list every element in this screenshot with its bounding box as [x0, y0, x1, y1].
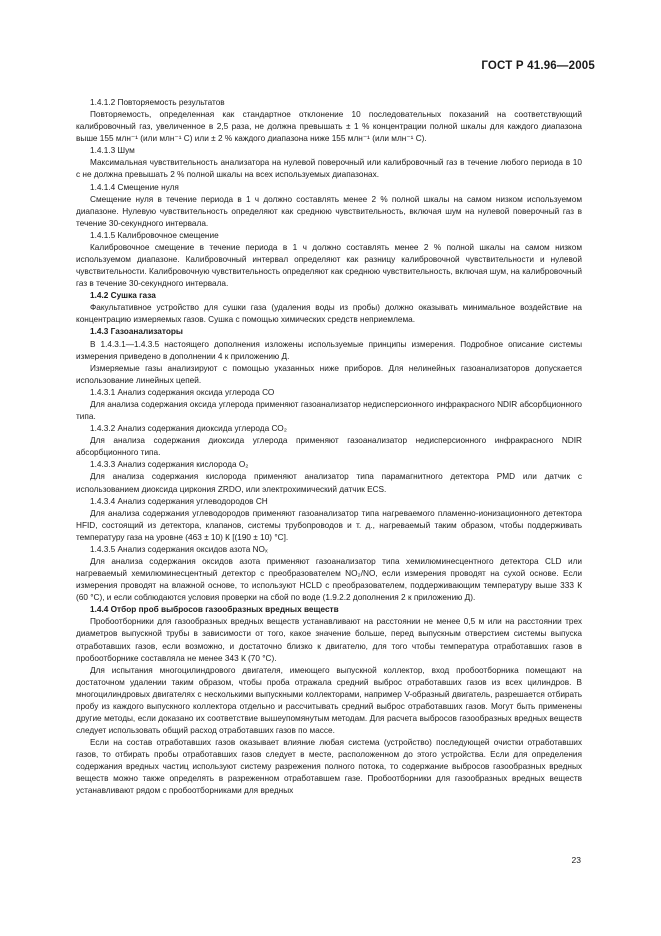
paragraph: 1.4.1.4 Смещение нуля — [90, 182, 179, 192]
paragraph: Если на состав отработавших газов оказывает влияние любая система (устройство) последующей очистки отработавших газов, то отбирать пробы отработавших газов следует в месте, расположенном до этого устройства. Если для определения содержания вредных частиц используют систему разрежения полного потока, то содержание выбросов газообразных вредных веществ можно также определять в разреженном отработавшем газе. Пробоотборники для газообразных вредных веществ устанавливают рядом с пробоотборниками для вредных — [76, 738, 582, 796]
paragraph: Для анализа содержания оксида углерода применяют газоанализатор недисперсионного инфракрасного NDIR абсорбционного типа. — [76, 399, 582, 422]
paragraph: 1.4.3.5 Анализ содержания оксидов азота NOₓ — [90, 544, 268, 554]
paragraph: 1.4.3.2 Анализ содержания диоксида углерода СО₂ — [90, 424, 287, 434]
paragraph: Максимальная чувствительность анализатора на нулевой поверочный или калибровочный газ в течение любого периода в 10 с не должна превышать 2 % полной шкалы на всех используемых диапазонах. — [76, 158, 582, 180]
paragraph: Для анализа содержания оксидов азота применяют газоанализатор типа хемилюминесцентного детектора CLD или нагреваемый хемилюминесцентный детектор с преобразователем NO₂/NO, если измерения проводят на сухой основе. Если измерения проводят на влажной основе, то используют HCLD с преобразователем, поддерживающим температуру выше 333 К (60 °С), и если соблюдаются условия проверки на сбой по воде (1.9.2.2 дополнения 2 к приложению Д). — [76, 556, 582, 603]
paragraph: 1.4.3.1 Анализ содержания оксида углерода СО — [90, 387, 275, 397]
section-heading: 1.4.2 Сушка газа — [90, 291, 156, 301]
document-body — [76, 97, 582, 798]
paragraph: Измеряемые газы анализируют с помощью указанных ниже приборов. Для нелинейных газоанализаторов допускается использование линейных цепей. — [76, 363, 582, 385]
document-header: ГОСТ Р 41.96—2005 — [481, 60, 595, 72]
paragraph: 1.4.3.4 Анализ содержания углеводородов СН — [90, 496, 268, 506]
paragraph: Смещение нуля в течение периода в 1 ч должно составлять менее 2 % полной шкалы на самом низком используемом диапазоне. Нулевую чувствительность определяют как среднюю чувствительность, включая шум на нулевой поверочный газ в течение 30-секундного интервала. — [76, 194, 582, 228]
paragraph: В 1.4.3.1—1.4.3.5 настоящего дополнения изложены используемые принципы измерения. Подробное описание системы измерения приведено в дополнении 4 к приложению Д. — [76, 339, 582, 361]
paragraph: 1.4.1.3 Шум — [90, 146, 135, 156]
section-heading: 1.4.3 Газоанализаторы — [90, 327, 183, 337]
paragraph: Для анализа содержания углеводородов применяют газоанализатор типа нагреваемого пламенно-ионизационного детектора HFID, состоящий из детектора, клапанов, системы трубопроводов и т. д., нагреваемый таким образом, чтобы поддерживать температуру газа на уровне (463 ± 10) К [(190 ± 10) °С]. — [76, 508, 582, 542]
paragraph: Калибровочное смещение в течение периода в 1 ч должно составлять менее 2 % полной шкалы на самом низком используемом диапазоне. Калибровочный интервал определяют как разницу калибровочной чувствительности и нулевой чувствительности. Калибровочную чувствительность определяют как среднюю чувствительность, включая шум, на калибровочный газ в течение 30-секундного интервала. — [76, 242, 582, 289]
paragraph: Повторяемость, определенная как стандартное отклонение 10 последовательных показаний на соответствующий калибровочный газ, увеличенное в 2,5 раза, не должна превышать ± 1 % концентрации полной шкалы для каждого диапазона выше 155 млн⁻¹ (или млн⁻¹ С) или ± 2 % каждого диапазона ниже 155 млн⁻¹ (или млн⁻¹ С). — [76, 110, 582, 144]
paragraph: 1.4.1.5 Калибровочное смещение — [90, 230, 219, 240]
paragraph: 1.4.1.2 Повторяемость результатов — [90, 98, 225, 107]
paragraph: 1.4.3.3 Анализ содержания кислорода О₂ — [90, 460, 249, 470]
paragraph: Для анализа содержания диоксида углерода применяют газоанализатор недисперсионного инфракрасного NDIR абсорбционного типа. — [76, 436, 582, 458]
paragraph: Пробоотборники для газообразных вредных веществ устанавливают на расстоянии не менее 0,5 м или на расстоянии трех диаметров выпускной трубы в зависимости от того, какое значение больше, перед выпускным отверстием системы выпуска отработавших газов, если возможно, и достаточно близко к двигателю, для того чтобы температура отработавших газов в пробоотборнике составляла не менее 343 К (70 °С). — [76, 617, 582, 663]
paragraph: Факультативное устройство для сушки газа (удаления воды из пробы) должно оказывать минимальное воздействие на концентрацию измеряемых газов. Сушка с помощью химических средств неприемлема. — [76, 303, 582, 325]
section-heading: 1.4.4 Отбор проб выбросов газообразных вредных веществ — [90, 605, 339, 615]
page-number: 23 — [571, 855, 581, 865]
paragraph: Для испытания многоцилиндрового двигателя, имеющего выпускной коллектор, вход пробоотборника помещают на достаточном удалении таким образом, чтобы проба отражала средний выброс отработавших газов из всех цилиндров. В многоцилиндровых двигателях с несколькими выпускными коллекторами, например V-образный двигатель, разрешается отбирать пробу из каждого выпускного коллектора отдельно и рассчитывать средний выброс отработавших газов. Могут быть применены другие методы, если доказано их соответствие вышеупомянутым методам. Для расчета выбросов газообразных вредных веществ следует использовать общий расход отработавших газов по массе. — [76, 665, 582, 736]
paragraph: Для анализа содержания кислорода применяют анализатор типа парамагнитного детектора PMD или датчик с использованием диоксида циркония ZRDO, или электрохимический датчик ECS. — [76, 472, 582, 494]
